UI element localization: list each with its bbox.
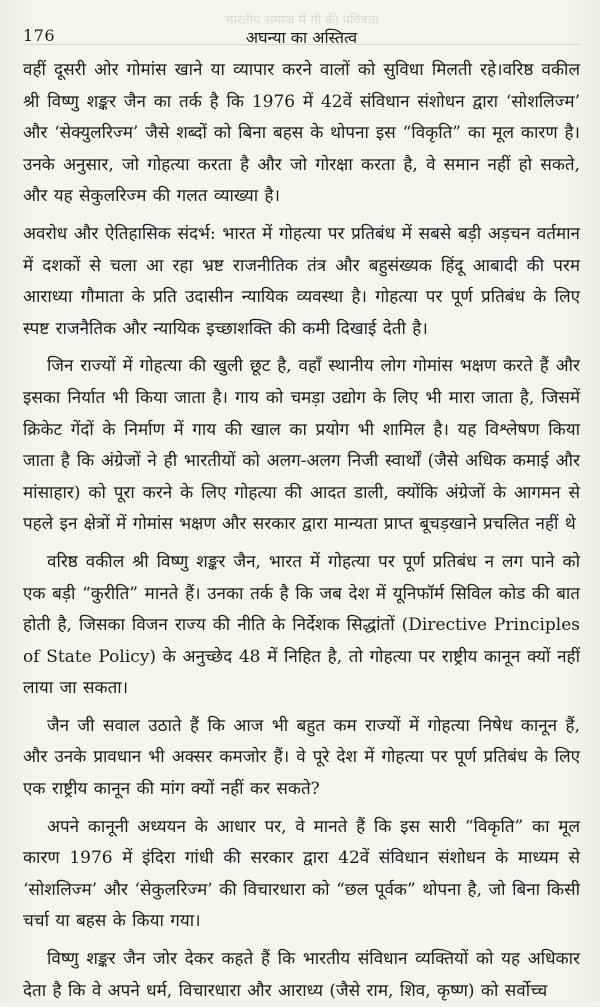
paragraph-7: विष्णु शङ्कर जैन जोर देकर कहते हैं कि भारतीय संविधान व्यक्तियों को यह अधिकार देता है कि वे अपने धर्म, विचारधारा और आराध्य (जैसे राम, शिव, कृष्ण) को सर्वोच्च — [23, 949, 580, 1001]
paragraph-1: वहीं दूसरी ओर गोमांस खाने या व्यापार करने वालों को सुविधा मिलती रहे।वरिष्ठ वकील श्री विष्णु शङ्कर जैन का तर्क है कि 1976 में 42वें संविधान संशोधन द्वारा ‘सोशलिज्म’ और ‘सेक्युलरिज्म’ जैसे शब्दों को बिना बहस के थोपना इस “विकृति” का मूल कारण है। उनके अनुसार, जो गोहत्या करता है और जो गोरक्षा करता है, वे समान नहीं हो सकते, और यह सेकुलरिज्म की गलत व्याख्या है। — [23, 60, 580, 207]
paragraph-4: वरिष्ठ वकील श्री विष्णु शङ्कर जैन, भारत में गोहत्या पर पूर्ण प्रतिबंध न लग पाने को एक बड़ी “कुरीति” मानते हैं। उनका तर्क है कि जब देश में यूनिफॉर्म सिविल कोड की बात होती है, जिसका विजन राज्य की नीति के निर्देशक सिद्धांतों (Directive Principles of State Policy) के अनुच्छेद 48 में निहित है, तो गोहत्या पर राष्ट्रीय कानून क्यों नहीं लाया जा सकता। — [23, 551, 580, 699]
paragraph-2: अवरोध और ऐतिहासिक संदर्भ: भारत में गोहत्या पर प्रतिबंध में सबसे बड़ी अड़चन वर्तमान में दशकों से चला आ रहा भ्रष्ट राजनीतिक तंत्र और बहुसंख्यक हिंदू आबादी की परम आराध्या गौमाता के प्रति उदासीन न्यायिक व्यवस्था है। गोहत्या पर पूर्ण प्रतिबंध के लिए स्पष्ट राजनैतिक और न्यायिक इच्छाशक्ति की कमी दिखाई देती है। — [23, 223, 580, 339]
paragraph-3: जिन राज्यों में गोहत्या की खुली छूट है, वहाँ स्थानीय लोग गोमांस भक्षण करते हैं और इसका निर्यात भी किया जाता है। गाय को चमड़ा उद्योग के लिए भी मारा जाता है, जिसमें क्रिकेट गेंदों के निर्माण में गाय की खाल का प्रयोग भी शामिल है। यह विश्लेषण किया जाता है कि अंग्रेजों ने ही भारतीयों को अलग-अलग निजी स्वार्थों (जैसे अधिक कमाई और मांसाहार) को पूरा करने के लिए गोहत्या की आदत डाली, क्योंकि अंग्रेजों के आगमन से पहले इन क्षेत्रों में गोमांस भक्षण और सरकार द्वारा मान्यता प्राप्त बूचड़खाने प्रचलित नहीं थे — [23, 356, 580, 535]
running-title: अघन्या का अस्तित्व — [245, 28, 358, 47]
page-number: 176 — [23, 26, 56, 45]
bleed-through-title: भारतीय समाज में गौ की पवित्रता — [224, 13, 379, 28]
body-text — [23, 55, 580, 1007]
paragraph-6: अपने कानूनी अध्ययन के आधार पर, वे मानते हैं कि इस सारी “विकृति” का मूल कारण 1976 में इंदिरा गांधी की सरकार द्वारा 42वें संविधान संशोधन के माध्यम से ‘सोशलिज्म’ और ‘सेकुलरिज्म’ की विचारधारा को “छल पूर्वक” थोपना है, जो बिना किसी चर्चा या बहस के किया गया। — [23, 816, 580, 932]
paragraph-5: जैन जी सवाल उठाते हैं कि आज भी बहुत कम राज्यों में गोहत्या निषेध कानून हैं, और उनके प्रावधान भी अक्सर कमजोर हैं। वे पूरे देश में गोहत्या पर पूर्ण प्रतिबंध के लिए एक राष्ट्रीय कानून की मांग क्यों नहीं कर सकते? — [23, 715, 580, 800]
page-header — [23, 10, 580, 45]
